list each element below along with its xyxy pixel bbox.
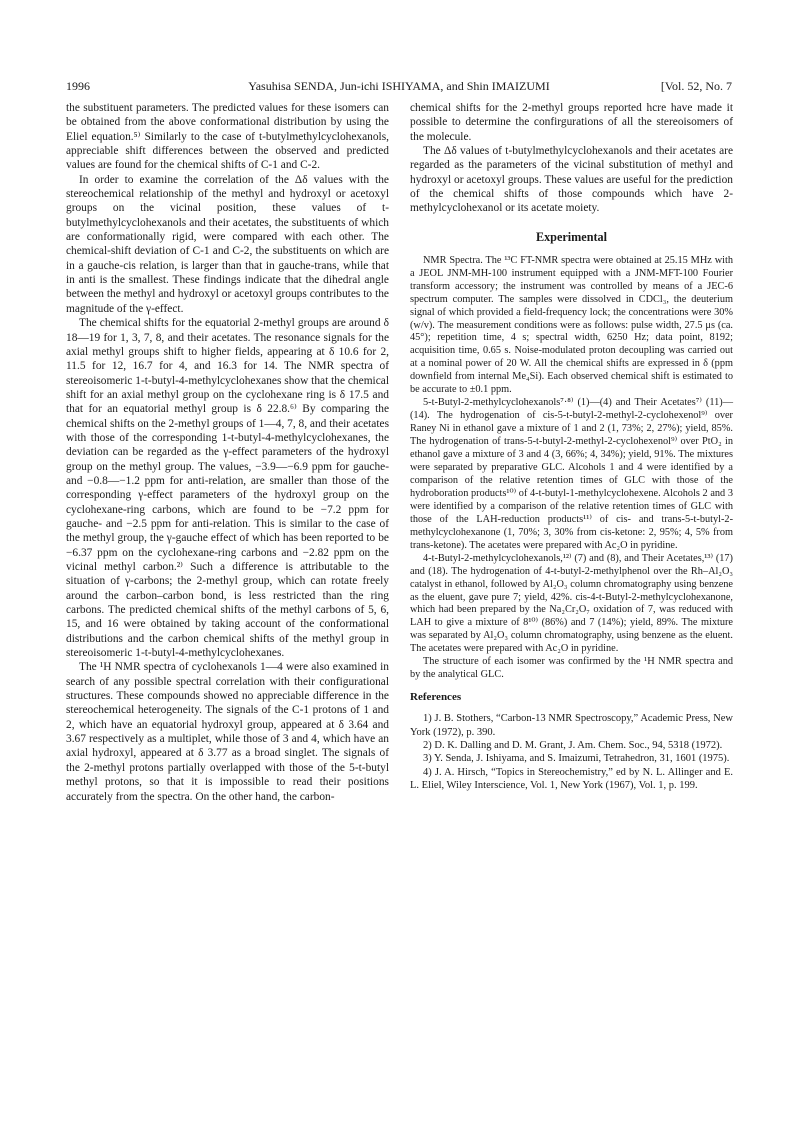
body-paragraph: chemical shifts for the 2-methyl groups reported hcre have made it possible to determine the confirgurations of all the stereoisomers of the molecule. [410,102,733,143]
reference-item: 1) J. B. Stothers, “Carbon-13 NMR Spectroscopy,” Academic Press, New York (1972), p. 390. [410,713,733,738]
running-head-authors: Yasuhisa SENDA, Jun-ichi ISHIYAMA, and Shin IMAIZUMI [248,79,550,93]
experimental-section [410,255,733,682]
left-column [66,101,389,804]
body-paragraph: In order to examine the correlation of the Δδ values with the stereochemical relationship of the methyl and hydroxyl or acetoxyl groups on the vicinal position, these values of t-butylmethylcyclohexanols and their acetates, the substituents of which are conformationally rigid, were compared with each other. The chemical-shift deviation of C-1 and C-2, the substituents on which are in a gauche-cis relation, is larger than that in gauche-trans, while that in anti is the smallest. These findings indicate that the dihedral angle between the methyl and hydroxyl or acetoxyl groups contributes to the magnitude of the γ-effect. [66,173,389,315]
page-header [66,78,732,94]
body-paragraph: The Δδ values of t-butylmethylcyclohexanols and their acetates are regarded as the parameters of the vicinal substitution of methyl and hydroxyl or acetoxyl groups. These values are useful for the prediction of the chemical shifts of those compounds which have 2-methylcyclohexanol or its acetate moiety. [410,145,733,215]
volume-info: [Vol. 52, No. 7 [660,79,732,93]
reference-item: 2) D. K. Dalling and D. M. Grant, J. Am. Chem. Soc., 94, 5318 (1972). [423,740,723,752]
experimental-paragraph: 5-t-Butyl-2-methylcyclohexanols⁷·⁸⁾ (1)—(4) and Their Acetates⁷⁾ (11)—(14). The hydrogenation of cis-5-t-butyl-2-methyl-2-cyclohexenol⁹⁾ over Raney Ni in ethanol gave a mixture of 1 and 2 (1, 73%; 2, 27%); yield, 85%. The hydrogenation of trans-5-t-butyl-2-methyl-2-cyclohexenol⁹⁾ over PtO₂ in ethanol gave a mixture of 3 and 4 (3, 66%; 4, 34%); yield, 91%. The mixtures were separated by preparative GLC. Alcohols 1 and 4 were identified by a comparison of the relative retention times of GLC with those of the hydroboration products¹⁰⁾ of 4-t-butyl-1-methylcyclohexene. Alcohols 2 and 3 were identified by a comparison of the relative retention times of GLC with those of the LAH-reduction products¹¹⁾ of cis- and trans-5-t-butyl-2-methylcyclohexanone (1, 70%; 3, 30% from cis-ketone: 2, 95%; 4, 5% from trans-ketone). The acetates were prepared with Ac₂O in pyridine. [410,397,733,551]
experimental-paragraph: The structure of each isomer was confirmed by the ¹H NMR spectra and by the analytical GLC. [410,656,733,681]
reference-item: 4) J. A. Hirsch, “Topics in Stereochemistry,” ed by N. L. Allinger and E. L. Eliel, Wiley Interscience, Vol. 1, New York (1967), Vol. 1, p. 199. [410,766,733,792]
body-paragraph: The chemical shifts for the equatorial 2-methyl groups are around δ 18—19 for 1, 3, 7, 8, and their acetates. The resonance signals for the axial methyl groups shift to higher fields, appearing at δ 10.6 for 2, 11.5 for 12, 16.7 for 4, and 16.3 for 14. The NMR spectra of stereoisomeric 1-t-butyl-4-methylcyclohexanes show that the chemical shift for an axial methyl group on the cyclohexane ring is δ 17.5 and that for an equatorial methyl group is δ 22.8.⁶⁾ By comparing the chemical shifts on the 2-methyl groups of 1—4, 7, 8, and their acetates with those of the corresponding 1-t-butyl-4-methylcyclohexanes, the deviation can be regarded as the γ-effect parameters of the hydroxyl group on the methyl group. The values, −3.9—−6.9 ppm for gauche- and −0.8—−1.2 ppm for anti-relation, are smaller than those of the corresponding γ-effect parameters of the hydroxyl group on the cyclohexane-ring carbons, which are found to be −7.2 ppm for gauche- and −2.5 ppm for anti-relation. This is similar to the case of the methyl group, the γ-gauche effect of which has been reported to be −6.37 ppm on the cyclohexane-ring carbons and −2.82 ppm on the vicinal methyl carbon.²⁾ Such a difference is attributable to the situation of γ-carbons; the 2-methyl group, which can rotate freely around the carbon–carbon bond, is less restricted than the ring carbons. The predicted chemical shifts of the methyl carbons of 5, 6, 15, and 16 were obtained by taking account of the conformational distributions and the carbon chemical shifts of the methyl group in stereoisomeric 1-t-butyl-4-methylcyclohexanes. [66,317,389,660]
body-paragraph: The ¹H NMR spectra of cyclohexanols 1—4 were also examined in search of any possible spectral correlation with their configurational structures. These compounds showed no appreciable difference in the stereochemical heterogeneity. The signals of the C-1 protons of 1 and 2, which have an equatorial hydroxyl group, appeared at δ 3.64 and 3.67 respectively as a multiplet, while those of 3 and 4, which have an axial hydroxyl, appeared at δ 3.77 as a broad singlet. The signals of the 2-methyl protons partially overlapped with those of the 5-t-butyl methyl protons, so that it is impossible to read their positions accurately from the spectra. On the other hand, the carbon- [66,661,389,803]
body-paragraph: the substituent parameters. The predicted values for these isomers can be obtained from the above conformational distribution by using the Eliel equation.⁵⁾ Similarly to the case of t-butylmethylcyclohexanols, appreciable shift differences between the observed and predicted values are found for the chemical shifts of C-1 and C-2. [66,102,389,172]
page-number: 1996 [66,79,90,93]
references-heading: References [410,691,462,704]
experimental-paragraph: 4-t-Butyl-2-methylcyclohexanols,¹²⁾ (7) and (8), and Their Acetates,¹³⁾ (17) and (18). The hydrogenation of 4-t-butyl-2-methylphenol over the Rh–Al₂O₃ catalyst in ethanol, followed by Al₂O₃ column chromatography using benzene as the eluent, gave pure 7; yield, 42%. cis-4-t-Butyl-2-methylcyclohexanone, which had been prepared by the Na₂Cr₂O₇ oxidation of 7, was reduced with LAH to give a mixture of 8¹⁰⁾ (86%) and 7 (14%); yield, 89%. The mixture was separated by Al₂O₃ column chromatography, using benzene as the eluent. The acetates were prepared with Ac₂O in pyridine. [410,552,733,655]
reference-item: 3) Y. Senda, J. Ishiyama, and S. Imaizumi, Tetrahedron, 31, 1601 (1975). [423,753,730,765]
references-list [410,712,733,792]
right-column [410,101,733,793]
experimental-heading: Experimental [535,229,608,244]
experimental-paragraph: NMR Spectra. The ¹³C FT-NMR spectra were obtained at 25.15 MHz with a JEOL JNM-MH-100 instrument equipped with a JNM-MFT-100 Fourier transform accessory; the instrument was controlled by means of a JEC-6 spectrum computer. The samples were dissolved in CDCl₃, the deuterium signal of which provided a field-frequency lock; the concentrations were 30% (w/v). The measurement conditions were as follows: pulse width, 27.5 μs (ca. 45°); repetition time, 4 s; spectral width, 6250 Hz; data point, 8192; acquisition time, 0.65 s. Noise-modulated proton decoupling was carried out at a nominal power of 20 W. All the chemical shifts are expressed in δ (ppm downfield from internal Me₄Si). Each observed chemical shift is estimated to be accurate to ±0.1 ppm. [410,254,733,396]
